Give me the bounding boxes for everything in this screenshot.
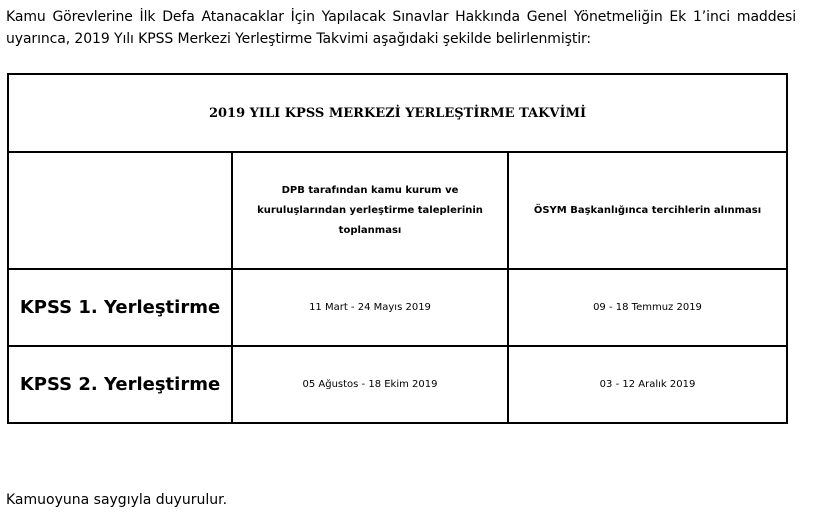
osym-date-cell: 09 - 18 Temmuz 2019 [508, 269, 787, 346]
intro-paragraph: Kamu Görevlerine İlk Defa Atanacaklar İçin Yapılacak Sınavlar Hakkında Genel Yönetmeliğin Ek 1’inci maddesi uyarınca, 2019 Yılı KPSS Merkezi Yerleştirme Takvimi aşağıdaki şekilde belirlenmiştir: [6, 9, 796, 47]
closing-paragraph: Kamuoyuna saygıyla duyurulur. [6, 492, 228, 508]
table-title-row [8, 74, 787, 152]
header-osym [508, 152, 787, 269]
table-row [8, 346, 787, 423]
table-header-row [8, 152, 787, 269]
table-row [8, 269, 787, 346]
osym-date-cell: 03 - 12 Aralık 2019 [508, 346, 787, 423]
row-label: KPSS 1. Yerleştirme [8, 269, 232, 346]
header-label-osym: ÖSYM Başkanlığınca tercihlerin alınması [533, 204, 762, 216]
dpb-date-cell: 11 Mart - 24 Mayıs 2019 [232, 269, 508, 346]
header-dpb [232, 152, 508, 269]
dpb-date-cell: 05 Ağustos - 18 Ekim 2019 [232, 346, 508, 423]
row-label: KPSS 2. Yerleştirme [8, 346, 232, 423]
header-label-dpb: DPB tarafından kamu kurum ve kuruluşlarından yerleştirme taleplerinin toplanması [257, 184, 483, 236]
schedule-table [7, 73, 788, 424]
header-empty-cell [8, 152, 232, 269]
table-title: 2019 YILI KPSS MERKEZİ YERLEŞTİRME TAKVİMİ [8, 74, 787, 152]
